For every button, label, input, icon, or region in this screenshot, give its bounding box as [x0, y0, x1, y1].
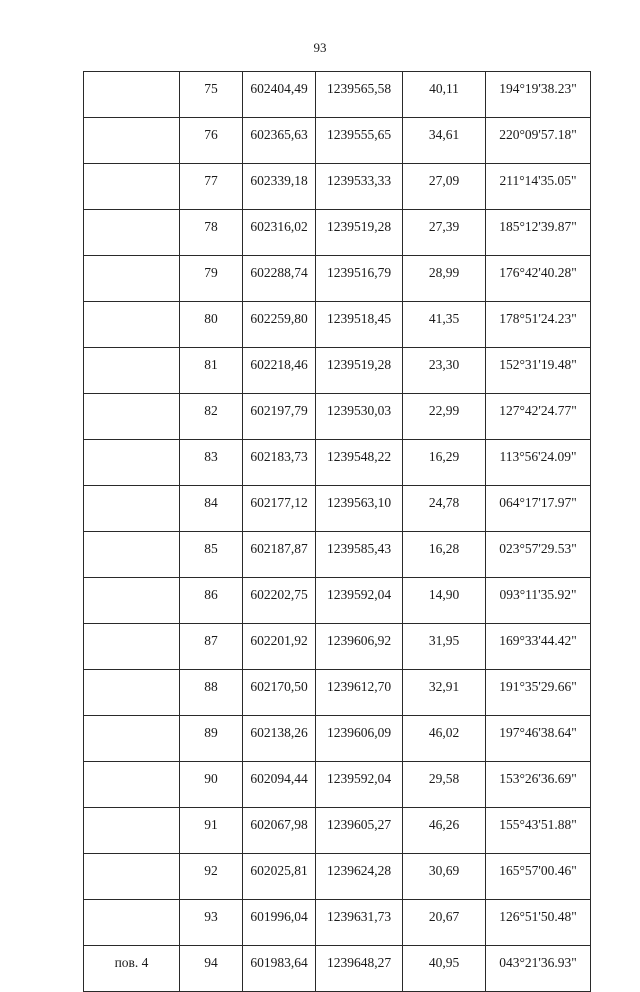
point-number-cell: 86 — [180, 578, 243, 624]
x-coordinate-cell: 602170,50 — [243, 670, 316, 716]
y-coordinate-cell: 1239518,45 — [316, 302, 403, 348]
direction-angle-cell: 185°12'39.87" — [486, 210, 591, 256]
table-row — [84, 486, 591, 532]
y-coordinate-cell: 1239605,27 — [316, 808, 403, 854]
y-coordinate-cell: 1239606,92 — [316, 624, 403, 670]
direction-angle-cell: 093°11'35.92" — [486, 578, 591, 624]
table-row — [84, 900, 591, 946]
point-number-cell: 79 — [180, 256, 243, 302]
y-coordinate-cell: 1239624,28 — [316, 854, 403, 900]
x-coordinate-cell: 602094,44 — [243, 762, 316, 808]
x-coordinate-cell: 602138,26 — [243, 716, 316, 762]
table-row — [84, 302, 591, 348]
direction-angle-cell: 191°35'29.66" — [486, 670, 591, 716]
turn-label-cell — [84, 670, 180, 716]
table-row — [84, 762, 591, 808]
point-number-cell: 94 — [180, 946, 243, 992]
table-row — [84, 72, 591, 118]
turn-label-cell: пов. 4 — [84, 946, 180, 992]
y-coordinate-cell: 1239533,33 — [316, 164, 403, 210]
point-number-cell: 93 — [180, 900, 243, 946]
direction-angle-cell: 155°43'51.88" — [486, 808, 591, 854]
x-coordinate-cell: 602183,73 — [243, 440, 316, 486]
x-coordinate-cell: 602067,98 — [243, 808, 316, 854]
direction-angle-cell: 165°57'00.46" — [486, 854, 591, 900]
point-number-cell: 77 — [180, 164, 243, 210]
distance-cell: 31,95 — [403, 624, 486, 670]
turn-label-cell — [84, 394, 180, 440]
distance-cell: 34,61 — [403, 118, 486, 164]
point-number-cell: 90 — [180, 762, 243, 808]
point-number-cell: 89 — [180, 716, 243, 762]
turn-label-cell — [84, 900, 180, 946]
turn-label-cell — [84, 164, 180, 210]
x-coordinate-cell: 602197,79 — [243, 394, 316, 440]
x-coordinate-cell: 602365,63 — [243, 118, 316, 164]
table-row — [84, 670, 591, 716]
direction-angle-cell: 169°33'44.42" — [486, 624, 591, 670]
y-coordinate-cell: 1239592,04 — [316, 762, 403, 808]
y-coordinate-cell: 1239612,70 — [316, 670, 403, 716]
direction-angle-cell: 153°26'36.69" — [486, 762, 591, 808]
direction-angle-cell: 178°51'24.23" — [486, 302, 591, 348]
y-coordinate-cell: 1239565,58 — [316, 72, 403, 118]
direction-angle-cell: 197°46'38.64" — [486, 716, 591, 762]
table-row — [84, 808, 591, 854]
point-number-cell: 83 — [180, 440, 243, 486]
y-coordinate-cell: 1239519,28 — [316, 210, 403, 256]
point-number-cell: 80 — [180, 302, 243, 348]
point-number-cell: 75 — [180, 72, 243, 118]
y-coordinate-cell: 1239530,03 — [316, 394, 403, 440]
point-number-cell: 84 — [180, 486, 243, 532]
point-number-cell: 91 — [180, 808, 243, 854]
point-number-cell: 92 — [180, 854, 243, 900]
direction-angle-cell: 176°42'40.28" — [486, 256, 591, 302]
distance-cell: 14,90 — [403, 578, 486, 624]
point-number-cell: 82 — [180, 394, 243, 440]
y-coordinate-cell: 1239519,28 — [316, 348, 403, 394]
turn-label-cell — [84, 486, 180, 532]
point-number-cell: 87 — [180, 624, 243, 670]
x-coordinate-cell: 602218,46 — [243, 348, 316, 394]
point-number-cell: 81 — [180, 348, 243, 394]
x-coordinate-cell: 602201,92 — [243, 624, 316, 670]
x-coordinate-cell: 601983,64 — [243, 946, 316, 992]
distance-cell: 27,09 — [403, 164, 486, 210]
y-coordinate-cell: 1239563,10 — [316, 486, 403, 532]
y-coordinate-cell: 1239631,73 — [316, 900, 403, 946]
distance-cell: 40,95 — [403, 946, 486, 992]
coordinates-table-body — [84, 72, 591, 992]
turn-label-cell — [84, 72, 180, 118]
table-row — [84, 394, 591, 440]
distance-cell: 41,35 — [403, 302, 486, 348]
distance-cell: 32,91 — [403, 670, 486, 716]
distance-cell: 46,26 — [403, 808, 486, 854]
turn-label-cell — [84, 440, 180, 486]
direction-angle-cell: 043°21'36.93" — [486, 946, 591, 992]
x-coordinate-cell: 602316,02 — [243, 210, 316, 256]
table-row — [84, 854, 591, 900]
table-row — [84, 348, 591, 394]
table-row — [84, 164, 591, 210]
table-row — [84, 256, 591, 302]
point-number-cell: 88 — [180, 670, 243, 716]
table-row — [84, 210, 591, 256]
direction-angle-cell: 064°17'17.97" — [486, 486, 591, 532]
table-row — [84, 624, 591, 670]
distance-cell: 30,69 — [403, 854, 486, 900]
point-number-cell: 78 — [180, 210, 243, 256]
turn-label-cell — [84, 256, 180, 302]
turn-label-cell — [84, 118, 180, 164]
table-row — [84, 532, 591, 578]
distance-cell: 40,11 — [403, 72, 486, 118]
turn-label-cell — [84, 578, 180, 624]
table-row — [84, 118, 591, 164]
turn-label-cell — [84, 808, 180, 854]
direction-angle-cell: 211°14'35.05" — [486, 164, 591, 210]
direction-angle-cell: 220°09'57.18" — [486, 118, 591, 164]
distance-cell: 24,78 — [403, 486, 486, 532]
direction-angle-cell: 194°19'38.23" — [486, 72, 591, 118]
turn-label-cell — [84, 348, 180, 394]
x-coordinate-cell: 602177,12 — [243, 486, 316, 532]
x-coordinate-cell: 602288,74 — [243, 256, 316, 302]
distance-cell: 46,02 — [403, 716, 486, 762]
x-coordinate-cell: 602202,75 — [243, 578, 316, 624]
distance-cell: 29,58 — [403, 762, 486, 808]
x-coordinate-cell: 602025,81 — [243, 854, 316, 900]
x-coordinate-cell: 602259,80 — [243, 302, 316, 348]
y-coordinate-cell: 1239606,09 — [316, 716, 403, 762]
y-coordinate-cell: 1239516,79 — [316, 256, 403, 302]
direction-angle-cell: 152°31'19.48" — [486, 348, 591, 394]
point-number-cell: 85 — [180, 532, 243, 578]
x-coordinate-cell: 602339,18 — [243, 164, 316, 210]
y-coordinate-cell: 1239592,04 — [316, 578, 403, 624]
y-coordinate-cell: 1239548,22 — [316, 440, 403, 486]
turn-label-cell — [84, 762, 180, 808]
direction-angle-cell: 127°42'24.77" — [486, 394, 591, 440]
x-coordinate-cell: 602187,87 — [243, 532, 316, 578]
turn-label-cell — [84, 716, 180, 762]
table-row — [84, 716, 591, 762]
point-number-cell: 76 — [180, 118, 243, 164]
table-row — [84, 946, 591, 992]
x-coordinate-cell: 602404,49 — [243, 72, 316, 118]
distance-cell: 20,67 — [403, 900, 486, 946]
direction-angle-cell: 126°51'50.48" — [486, 900, 591, 946]
distance-cell: 16,29 — [403, 440, 486, 486]
table-row — [84, 578, 591, 624]
y-coordinate-cell: 1239555,65 — [316, 118, 403, 164]
turn-label-cell — [84, 624, 180, 670]
distance-cell: 22,99 — [403, 394, 486, 440]
y-coordinate-cell: 1239585,43 — [316, 532, 403, 578]
turn-label-cell — [84, 302, 180, 348]
coordinates-table — [83, 71, 591, 992]
turn-label-cell — [84, 854, 180, 900]
distance-cell: 16,28 — [403, 532, 486, 578]
distance-cell: 23,30 — [403, 348, 486, 394]
x-coordinate-cell: 601996,04 — [243, 900, 316, 946]
direction-angle-cell: 113°56'24.09" — [486, 440, 591, 486]
y-coordinate-cell: 1239648,27 — [316, 946, 403, 992]
turn-label-cell — [84, 532, 180, 578]
distance-cell: 27,39 — [403, 210, 486, 256]
direction-angle-cell: 023°57'29.53" — [486, 532, 591, 578]
page-number: 93 — [313, 40, 327, 55]
distance-cell: 28,99 — [403, 256, 486, 302]
turn-label-cell — [84, 210, 180, 256]
table-row — [84, 440, 591, 486]
